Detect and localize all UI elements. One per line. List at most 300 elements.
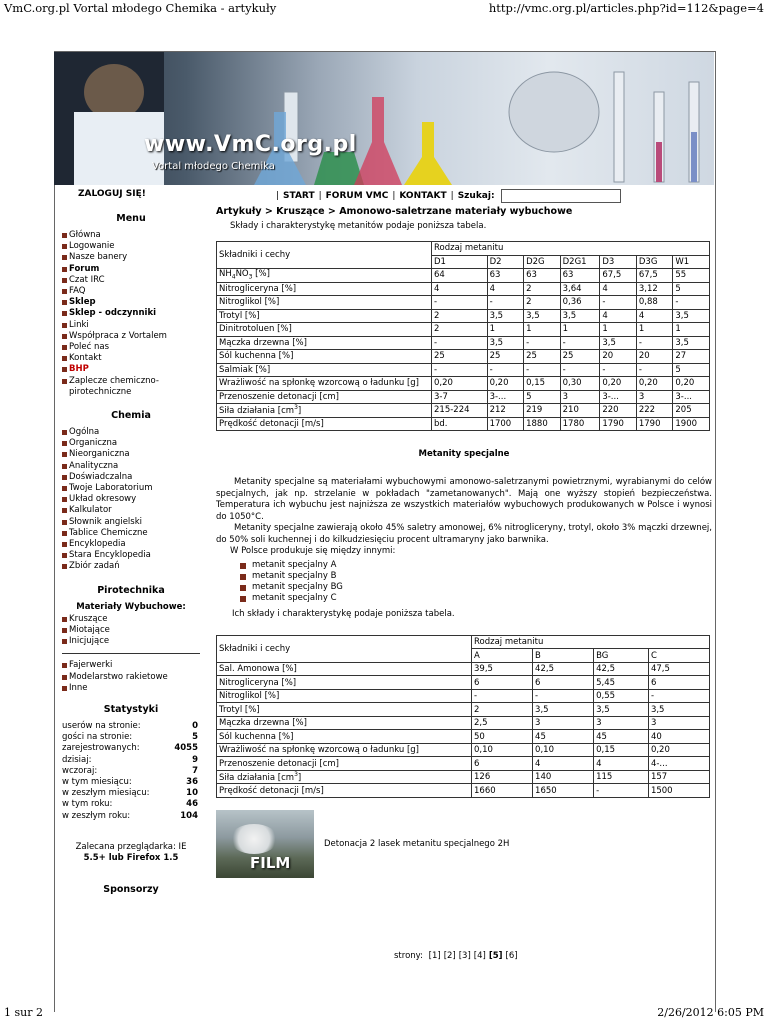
- table-row: [217, 676, 710, 690]
- stat-label: w zeszłym roku:: [62, 810, 131, 821]
- sidebar: [62, 208, 200, 901]
- sidebar-pyro-item[interactable]: Inne: [62, 683, 200, 694]
- table-cell: 3,5: [648, 703, 709, 717]
- pagination: [394, 951, 518, 961]
- table-cell: 0,10: [472, 743, 533, 757]
- table-row: [217, 336, 710, 350]
- stat-row: [62, 788, 200, 799]
- table-cell: 210: [560, 404, 600, 418]
- search-label: Szukaj:: [457, 191, 495, 201]
- table-cell: bd.: [432, 417, 488, 431]
- site-banner[interactable]: [54, 52, 714, 185]
- table-row: [217, 350, 710, 364]
- table-cell: 1: [560, 323, 600, 337]
- paragraph-3: W Polsce produkuje się między innymi:: [230, 546, 396, 556]
- table-cell: 5: [524, 390, 561, 404]
- stat-label: dzisiaj:: [62, 754, 92, 765]
- table-cell: 63: [487, 269, 524, 283]
- table-cell: 0,10: [533, 743, 594, 757]
- table-cell: 3: [533, 716, 594, 730]
- stat-row: [62, 732, 200, 743]
- table-row-label: Salmiak [%]: [217, 363, 432, 377]
- table-row-label: Nitrogliceryna [%]: [217, 676, 472, 690]
- table-cell: 0,88: [636, 296, 673, 310]
- sidebar-menu-item[interactable]: Zaplecze chemiczno-pirotechniczne: [62, 376, 200, 398]
- browser-recommendation: [62, 842, 200, 864]
- table-row: [217, 716, 710, 730]
- table-column-header: D1: [432, 255, 488, 269]
- table-cell: 2: [432, 323, 488, 337]
- special-metanit-table: [216, 635, 710, 798]
- page-link[interactable]: [5]: [488, 951, 503, 961]
- table-row: [217, 309, 710, 323]
- table-cell: 42,5: [533, 662, 594, 676]
- nav-forum-link[interactable]: FORUM VMC: [325, 191, 389, 201]
- nav-start-link[interactable]: START: [283, 191, 315, 201]
- table-row-label: Dinitrotoluen [%]: [217, 323, 432, 337]
- table-cell: 4: [432, 282, 488, 296]
- table-row: [217, 323, 710, 337]
- metanit-table: [216, 241, 710, 431]
- table-cell: 1700: [487, 417, 524, 431]
- table-row-label: Wrażliwość na spłonkę wzorcową o ładunku [g]: [217, 743, 472, 757]
- stat-label: wczoraj:: [62, 765, 98, 776]
- table-cell: 39,5: [472, 662, 533, 676]
- stat-value: 104: [180, 810, 198, 821]
- table-row-label: Nitroglikol [%]: [217, 689, 472, 703]
- sidebar-menu-item[interactable]: Poleć nas: [62, 342, 200, 353]
- stat-value: 46: [186, 799, 198, 810]
- sidebar-chem-item[interactable]: Nieorganiczna: [62, 449, 200, 460]
- table-cell: 0,30: [560, 377, 600, 391]
- table-cell: 5: [673, 282, 710, 296]
- table-cell: 50: [472, 730, 533, 744]
- stat-value: 10: [186, 788, 198, 799]
- video-caption: Detonacja 2 lasek metanitu specjalnego 2H: [324, 838, 510, 849]
- table-row: [217, 703, 710, 717]
- table-cell: 25: [524, 350, 561, 364]
- sidebar-chem-item[interactable]: Twoje Laboratorium: [62, 483, 200, 494]
- table-row-label: Sal. Amonowa [%]: [217, 662, 472, 676]
- table-cell: 4: [533, 757, 594, 771]
- table-cell: 3,5: [673, 336, 710, 350]
- table-cell: 0,20: [648, 743, 709, 757]
- table-cell: 1790: [600, 417, 637, 431]
- table-cell: 1: [600, 323, 637, 337]
- table-cell: -: [432, 363, 488, 377]
- chemistry-list: [62, 427, 200, 573]
- pagination-label: strony:: [394, 951, 423, 961]
- login-link[interactable]: ZALOGUJ SIĘ!: [78, 189, 146, 199]
- table-cell: 220: [600, 404, 637, 418]
- table-cell: 4: [600, 282, 637, 296]
- table-cell: -: [560, 336, 600, 350]
- table-cell: 140: [533, 770, 594, 784]
- video-thumbnail[interactable]: [216, 810, 314, 878]
- table-cell: -: [524, 363, 561, 377]
- sidebar-menu-item[interactable]: Forum: [62, 264, 200, 275]
- list-item: metanit specjalny BG: [240, 582, 712, 593]
- table-cell: -: [533, 689, 594, 703]
- sidebar-explosives-item[interactable]: Inicjujące: [62, 636, 200, 647]
- table-cell: -: [600, 296, 637, 310]
- table-cell: 0,15: [524, 377, 561, 391]
- table-row: [217, 417, 710, 431]
- table-header-label: Składniki i cechy: [217, 635, 472, 662]
- nav-contact-link[interactable]: KONTAKT: [399, 191, 447, 201]
- table-cell: 1: [487, 323, 524, 337]
- list-item: metanit specjalny A: [240, 560, 712, 571]
- table-cell: 4: [636, 309, 673, 323]
- table-cell: 1900: [673, 417, 710, 431]
- table-row-label: Sól kuchenna [%]: [217, 730, 472, 744]
- table-cell: 3-...: [487, 390, 524, 404]
- table-row-label: $NH_4NO_3$ [%]: [217, 269, 432, 283]
- table-column-header: B: [533, 649, 594, 663]
- stat-row: [62, 766, 200, 777]
- sidebar-chem-item[interactable]: Doświadczalna: [62, 472, 200, 483]
- table-cell: 63: [524, 269, 561, 283]
- sidebar-menu-item[interactable]: BHP: [62, 364, 200, 375]
- browser-line-2: 5.5+ lub Firefox 1.5: [83, 852, 179, 863]
- table-cell: 25: [487, 350, 524, 364]
- table-row-label: Mączka drzewna [%]: [217, 336, 432, 350]
- page-links: [426, 951, 518, 961]
- table-cell: 2: [472, 703, 533, 717]
- table-cell: -: [487, 296, 524, 310]
- paragraph-1: Metanity specjalne są materiałami wybuchowymi amonowo-saletrzanymi powietrznymi, wyrabianymi do celów specjalnych, jak np. strzelanie w pokładach "zametanowanych". Mają one wyższy stopień bezpieczeństwa. Temperatura ich wybuchu jest najniższa ze wszystkich materiałów wybuchowych produkowanych w Polsce i wynosi do 1050°C.: [216, 477, 712, 522]
- table-cell: 0,20: [673, 377, 710, 391]
- sidebar-chem-item[interactable]: Słownik angielski: [62, 517, 200, 528]
- page-link[interactable]: [1]: [428, 951, 441, 961]
- table-header-label: Składniki i cechy: [217, 242, 432, 269]
- table-cell: 6: [472, 676, 533, 690]
- table-cell: 222: [636, 404, 673, 418]
- sidebar-chem-item[interactable]: Tablice Chemiczne: [62, 528, 200, 539]
- sidebar-menu-item[interactable]: Czat IRC: [62, 275, 200, 286]
- table-cell: 4: [594, 757, 649, 771]
- table-column-header: BG: [594, 649, 649, 663]
- table-cell: 45: [533, 730, 594, 744]
- table-cell: 2: [524, 296, 561, 310]
- print-header: [4, 0, 764, 16]
- print-header-title: VmC.org.pl Vortal młodego Chemika - artykuły: [4, 1, 277, 15]
- table-cell: 219: [524, 404, 561, 418]
- site-title: www.VmC.org.pl: [144, 132, 357, 157]
- table-row-label: Prędkość detonacji [m/s]: [217, 417, 432, 431]
- table-column-header: W1: [673, 255, 710, 269]
- video-row: [216, 810, 712, 878]
- table-row: [217, 689, 710, 703]
- table-cell: 212: [487, 404, 524, 418]
- table-row-label: Trotyl [%]: [217, 309, 432, 323]
- print-footer-page: 1 sur 2: [4, 1006, 43, 1019]
- sidebar-chem-item[interactable]: Zbiór zadań: [62, 561, 200, 572]
- table-group-header: Rodzaj metanitu: [432, 242, 710, 256]
- table-cell: 6: [472, 757, 533, 771]
- table-cell: 5,45: [594, 676, 649, 690]
- table-column-header: D2G: [524, 255, 561, 269]
- sidebar-menu-item[interactable]: Kontakt: [62, 353, 200, 364]
- table-cell: 0,15: [594, 743, 649, 757]
- stat-label: zarejestrowanych:: [62, 743, 140, 754]
- table-cell: 2: [524, 282, 561, 296]
- table-row: [217, 296, 710, 310]
- table-row: [217, 743, 710, 757]
- table-row: [217, 770, 710, 784]
- table-cell: 1880: [524, 417, 561, 431]
- stat-value: 9: [192, 754, 198, 765]
- stat-row: [62, 811, 200, 822]
- intro-text: Składy i charakterystykę metanitów podaje poniższa tabela.: [230, 221, 487, 231]
- table-row: [217, 662, 710, 676]
- page-link[interactable]: [4]: [473, 951, 486, 961]
- table-cell: 42,5: [594, 662, 649, 676]
- table-cell: -: [673, 296, 710, 310]
- table-cell: 0,20: [600, 377, 637, 391]
- search-input[interactable]: [501, 189, 621, 203]
- stat-label: w tym roku:: [62, 799, 113, 810]
- table-column-header: D3: [600, 255, 637, 269]
- sidebar-chem-item[interactable]: Stara Encyklopedia: [62, 550, 200, 561]
- table-cell: 3,5: [487, 336, 524, 350]
- table-cell: 4: [487, 282, 524, 296]
- chemistry-heading: Chemia: [111, 410, 151, 422]
- table-cell: 205: [673, 404, 710, 418]
- stats-list: [62, 721, 200, 822]
- sidebar-explosives-item[interactable]: Kruszące: [62, 614, 200, 625]
- table-row-label: Sól kuchenna [%]: [217, 350, 432, 364]
- table-cell: 40: [648, 730, 709, 744]
- sidebar-pyro-item[interactable]: Modelarstwo rakietowe: [62, 672, 200, 683]
- table-cell: 3,5: [487, 309, 524, 323]
- table-cell: 25: [560, 350, 600, 364]
- sidebar-menu-item[interactable]: FAQ: [62, 286, 200, 297]
- table-row-label: Siła działania $[cm^3]$: [217, 770, 472, 784]
- page-link[interactable]: [3]: [458, 951, 471, 961]
- stat-value: 5: [192, 732, 198, 743]
- table-cell: 4-...: [648, 757, 709, 771]
- table-cell: 0,55: [594, 689, 649, 703]
- table-cell: 1: [524, 323, 561, 337]
- table-cell: -: [432, 336, 488, 350]
- table-row-label: Trotyl [%]: [217, 703, 472, 717]
- paragraph-2: Metanity specjalne zawierają około 45% saletry amonowej, 6% nitrogliceryny, trotyl, około 3% mączki drzewnej, do 50% soli kuchennej i do kilkudziesięciu procent ultramaryny jako barwnika.: [216, 523, 712, 545]
- table-row: [217, 730, 710, 744]
- table-cell: 126: [472, 770, 533, 784]
- table-cell: 67,5: [600, 269, 637, 283]
- table-cell: 47,5: [648, 662, 709, 676]
- sponsors-heading: Sponsorzy: [103, 883, 159, 895]
- table-cell: 1: [673, 323, 710, 337]
- stat-value: 36: [186, 776, 198, 787]
- table-cell: -: [524, 336, 561, 350]
- table-header-row: [217, 242, 710, 256]
- page-link[interactable]: [2]: [443, 951, 456, 961]
- table-row-label: Wrażliwość na spłonkę wzorcową o ładunku [g]: [217, 377, 432, 391]
- table-column-header: D2G1: [560, 255, 600, 269]
- stat-row: [62, 743, 200, 754]
- table-cell: 3-7: [432, 390, 488, 404]
- table-cell: 0,36: [560, 296, 600, 310]
- sidebar-menu-item[interactable]: Sklep - odczynniki: [62, 308, 200, 319]
- table-row: [217, 390, 710, 404]
- stat-label: userów na stronie:: [62, 720, 141, 731]
- explosives-list: [62, 614, 200, 648]
- table-cell: 0,20: [636, 377, 673, 391]
- table-cell: -: [594, 784, 649, 798]
- stat-row: [62, 777, 200, 788]
- table-cell: 3: [636, 390, 673, 404]
- table-cell: -: [636, 336, 673, 350]
- site-subtitle: Vortal młodego Chemika: [152, 161, 275, 172]
- table-cell: 115: [594, 770, 649, 784]
- table-cell: -: [472, 689, 533, 703]
- table-cell: 27: [673, 350, 710, 364]
- print-footer: [4, 1006, 764, 1020]
- article-content: [216, 206, 712, 878]
- table-cell: 3,5: [600, 336, 637, 350]
- table-cell: 1: [636, 323, 673, 337]
- stat-value: 0: [192, 720, 198, 731]
- table-row-label: Nitrogliceryna [%]: [217, 282, 432, 296]
- table-row: [217, 282, 710, 296]
- stat-value: 7: [192, 765, 198, 776]
- table-cell: -: [560, 363, 600, 377]
- table-cell: 157: [648, 770, 709, 784]
- table-cell: 6: [533, 676, 594, 690]
- pyrotechnics-heading: Pirotechnika: [97, 584, 165, 596]
- table-cell: -: [600, 363, 637, 377]
- print-header-url: http://vmc.org.pl/articles.php?id=112&page=4: [488, 1, 764, 15]
- stat-label: w zeszłym miesiącu:: [62, 788, 150, 799]
- table-row-label: Mączka drzewna [%]: [217, 716, 472, 730]
- table-cell: 3-...: [600, 390, 637, 404]
- sidebar-menu-item[interactable]: Linki: [62, 320, 200, 331]
- intro-2: Ich składy i charakterystykę podaje poniższa tabela.: [232, 609, 455, 620]
- table-cell: 1650: [533, 784, 594, 798]
- table-row-label: Przenoszenie detonacji [cm]: [217, 390, 432, 404]
- stat-row: [62, 721, 200, 732]
- table-cell: 20: [600, 350, 637, 364]
- table-cell: 6: [648, 676, 709, 690]
- table-cell: 2,5: [472, 716, 533, 730]
- page-link[interactable]: [6]: [505, 951, 518, 961]
- table-row: [217, 377, 710, 391]
- table-cell: 25: [432, 350, 488, 364]
- table-cell: 4: [600, 309, 637, 323]
- table-header-row: [217, 635, 710, 649]
- sidebar-menu-item[interactable]: Główna: [62, 230, 200, 241]
- table-cell: 45: [594, 730, 649, 744]
- sidebar-menu-item[interactable]: Sklep: [62, 297, 200, 308]
- table-cell: 1780: [560, 417, 600, 431]
- table-row-label: Przenoszenie detonacji [cm]: [217, 757, 472, 771]
- table-cell: 1660: [472, 784, 533, 798]
- sidebar-chem-item[interactable]: Organiczna: [62, 438, 200, 449]
- table-group-header: Rodzaj metanitu: [472, 635, 710, 649]
- list-item: metanit specjalny C: [240, 593, 712, 604]
- table-row-label: Nitroglikol [%]: [217, 296, 432, 310]
- table-cell: -: [487, 363, 524, 377]
- table-cell: 3,5: [533, 703, 594, 717]
- sidebar-explosives-item[interactable]: Miotające: [62, 625, 200, 636]
- stat-row: [62, 799, 200, 810]
- sidebar-chem-item[interactable]: Układ okresowy: [62, 494, 200, 505]
- table-cell: 215-224: [432, 404, 488, 418]
- table-cell: 3: [648, 716, 709, 730]
- menu-list: [62, 230, 200, 398]
- table-row-label: Siła działania $[cm^3]$: [217, 404, 432, 418]
- table-row-label: Prędkość detonacji [m/s]: [217, 784, 472, 798]
- table-cell: -: [636, 363, 673, 377]
- explosives-subheading: Materiały Wybuchowe:: [76, 601, 186, 612]
- sidebar-menu-item[interactable]: Współpraca z Vortalem: [62, 331, 200, 342]
- table-cell: 5: [673, 363, 710, 377]
- sidebar-chem-item[interactable]: Kalkulator: [62, 505, 200, 516]
- table-cell: 0,20: [487, 377, 524, 391]
- table-cell: 55: [673, 269, 710, 283]
- table-cell: 3,64: [560, 282, 600, 296]
- breadcrumb: Artykuły > Kruszące > Amonowo-saletrzane materiały wybuchowe: [216, 206, 573, 217]
- list-item: metanit specjalny B: [240, 571, 712, 582]
- sidebar-pyro-item[interactable]: Fajerwerki: [62, 660, 200, 671]
- sidebar-chem-item[interactable]: Analityczna: [62, 461, 200, 472]
- menu-heading: Menu: [116, 213, 146, 224]
- sidebar-chem-item[interactable]: Ogólna: [62, 427, 200, 438]
- table-cell: 64: [432, 269, 488, 283]
- sidebar-menu-item[interactable]: Nasze banery: [62, 252, 200, 263]
- table-cell: 3-...: [673, 390, 710, 404]
- table-cell: 3,5: [673, 309, 710, 323]
- top-navigation: | START | FORUM VMC | KONTAKT | Szukaj:: [276, 189, 621, 203]
- sidebar-menu-item[interactable]: Logowanie: [62, 241, 200, 252]
- table-cell: 67,5: [636, 269, 673, 283]
- table-cell: 1500: [648, 784, 709, 798]
- table-cell: -: [648, 689, 709, 703]
- stats-heading: Statystyki: [103, 703, 159, 715]
- table-column-header: D2: [487, 255, 524, 269]
- table-row: [217, 784, 710, 798]
- table-cell: 63: [560, 269, 600, 283]
- table-cell: 3,5: [560, 309, 600, 323]
- table-cell: 3,5: [594, 703, 649, 717]
- table-row: [217, 269, 710, 283]
- stat-row: [62, 755, 200, 766]
- table-row: [217, 363, 710, 377]
- stat-label: gości na stronie:: [62, 732, 133, 743]
- table-cell: 3: [594, 716, 649, 730]
- table-column-header: A: [472, 649, 533, 663]
- section-title: Metanity specjalne: [418, 449, 510, 459]
- table-cell: 1790: [636, 417, 673, 431]
- stat-label: w tym miesiącu:: [62, 776, 132, 787]
- print-footer-date: 2/26/2012 6:05 PM: [657, 1006, 764, 1019]
- film-label: FILM: [250, 853, 291, 872]
- pyro-other-list: [62, 660, 200, 694]
- table-cell: 3: [560, 390, 600, 404]
- stat-value: 4055: [174, 743, 198, 754]
- table-cell: 20: [636, 350, 673, 364]
- table-column-header: D3G: [636, 255, 673, 269]
- sidebar-divider: [62, 653, 200, 654]
- special-metanit-list: [216, 560, 712, 605]
- sidebar-chem-item[interactable]: Encyklopedia: [62, 539, 200, 550]
- table-row: [217, 404, 710, 418]
- browser-line-1: Zalecana przeglądarka: IE: [75, 841, 187, 852]
- table-cell: 2: [432, 309, 488, 323]
- table-cell: 0,20: [432, 377, 488, 391]
